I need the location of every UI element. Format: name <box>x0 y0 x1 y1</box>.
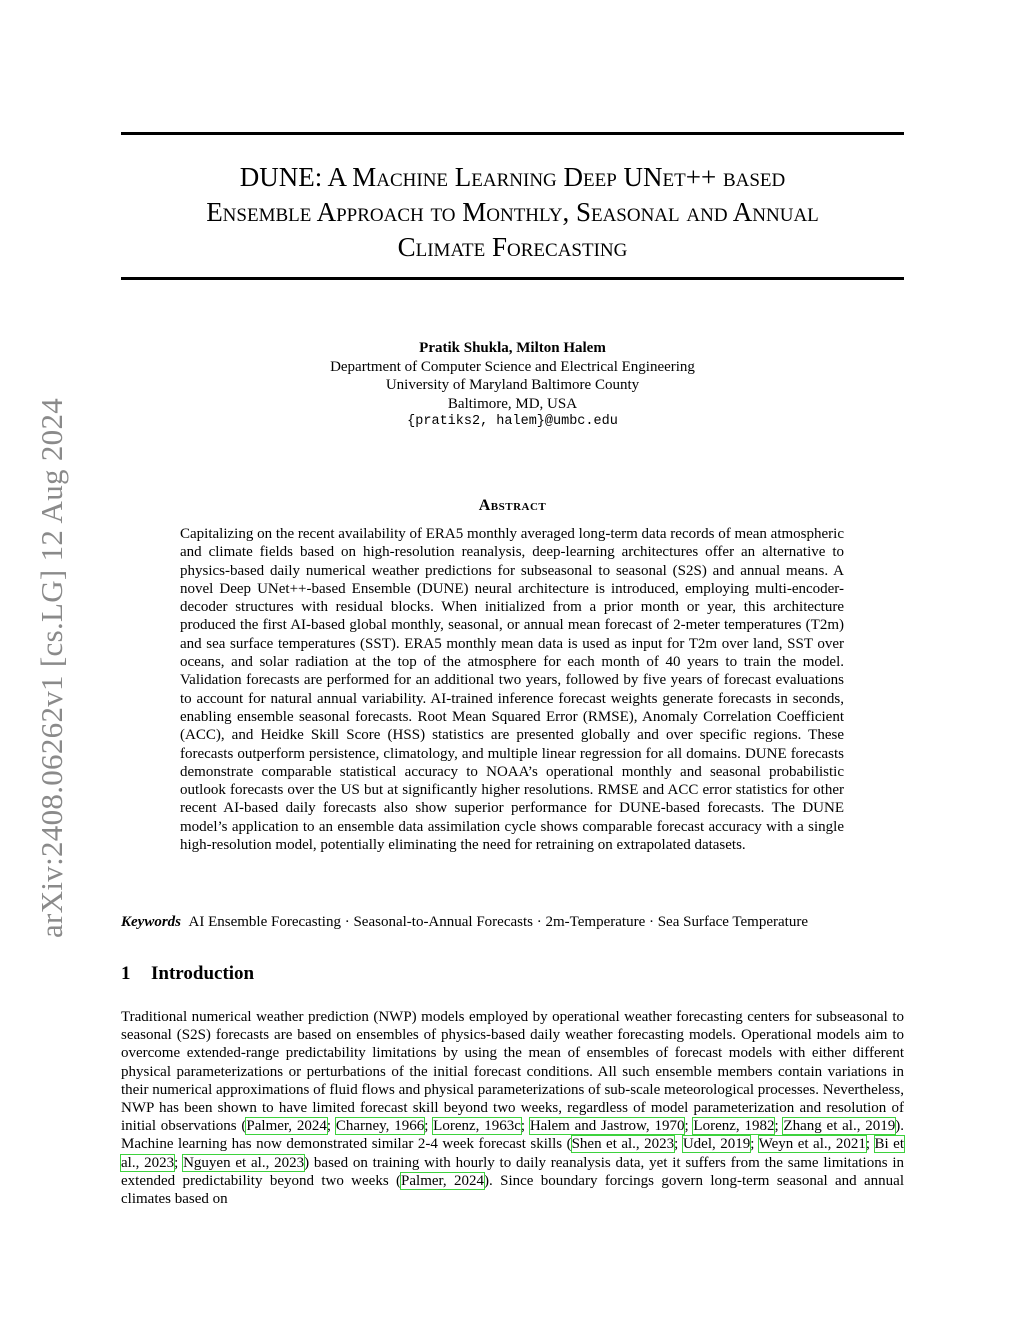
citation-link[interactable]: Zhang et al., 2019 <box>783 1118 896 1135</box>
citation-link[interactable]: Palmer, 2024 <box>401 1172 485 1189</box>
citation-separator: ; <box>774 1118 784 1135</box>
citation-link[interactable]: Udel, 2019 <box>682 1136 751 1153</box>
abstract-text: Capitalizing on the recent availability of ERA5 monthly averaged long-term data records of mean atmospheric and climate fields based on high-resolution reanalysis, deep-learning architectures offer an alternative to physics-based daily numerical weather predictions for subseasonal to seasonal (S2S) and annual means. A novel Deep UNet++-based Ensemble (DUNE) neural architecture is introduced, employing multi-encoder-decoder structures with residual blocks. When initialized from a prior month or year, this architecture produced the first AI-based global monthly, seasonal, or annual mean forecast of 2-meter temperatures (T2m) and sea surface temperatures (SST). ERA5 monthly mean data is used as input for T2m over land, SST over oceans, and solar radiation at the top of the atmosphere for each month of 40 years to train the model. Validation forecasts are performed for an additional two years, followed by five years of forecast evaluations to account for natural annual variability. AI-trained inference forecast weights generate forecasts in seconds, enabling ensemble seasonal forecasts. Root Mean Squared Error (RMSE), Anomaly Correlation Coefficient (ACC), and Heidke Skill Score (HSS) statistics are presented globally and over specific regions. These forecasts outperform persistence, climatology, and multiple linear regression for all domains. DUNE forecasts demonstrate comparable statistical accuracy to NOAA’s operational monthly and seasonal probabilistic outlook forecasts over the US but at significantly higher resolutions. RMSE and ACC error statistics for other recent AI-based daily forecasts also show superior performance for DUNE-based forecasts. The DUNE model’s application to an ensemble data assimilation cycle shows comparable forecast accuracy with a single high-resolution model, potentially eliminating the need for retraining on extrapolated datasets. <box>180 526 844 854</box>
citation-separator: ; <box>684 1118 694 1135</box>
intro-text-2: ). Machine learning has now demonstrated similar 2-4 week forecast skills ( <box>121 1118 905 1153</box>
keywords-label: Keywords <box>121 914 181 930</box>
author-location: Baltimore, MD, USA <box>447 395 578 412</box>
citation-link[interactable]: Bi et al., 2023 <box>121 1136 904 1171</box>
citation-separator: ; <box>424 1118 434 1135</box>
citation-separator: ; <box>174 1154 184 1171</box>
title-top-rule <box>121 132 904 135</box>
author-names: Pratik Shukla, Milton Halem <box>419 340 606 356</box>
title-line-3: Climate Forecasting <box>397 232 628 262</box>
paper-title <box>121 160 904 265</box>
section-title: Introduction <box>151 963 255 984</box>
citation-separator: ; <box>520 1118 530 1135</box>
arxiv-identifier: arXiv:2408.06262v1 [cs.LG] 12 Aug 2024 <box>34 397 69 938</box>
citation-link[interactable]: Palmer, 2024 <box>246 1118 327 1135</box>
intro-text-3: ) based on training with hourly to daily reanalysis data, yet it suffers from the same limitations in extended predictability beyond two weeks ( <box>121 1154 904 1189</box>
citation-separator: ; <box>326 1118 336 1135</box>
citation-link[interactable]: Weyn et al., 2021 <box>758 1136 866 1153</box>
intro-text-1: Traditional numerical weather prediction (NWP) models employed by operational weather forecasting centers for subseasonal to seasonal (S2S) forecasts are based on ensembles of physics-based daily weather forecasting models. Operational models aim to overcome extended-range predictability limitations by using the mean of ensembles of forecast models with either different physical parameterizations or perturbations of the initial forecast conditions. All such ensemble members contain variations in their numerical approximations of fluid flows and physical parameterizations of sub-scale meteorological processes. Nevertheless, NWP has been shown to have limited forecast skill beyond two weeks, regardless of model parameterization and resolution of initial observations ( <box>121 1009 904 1135</box>
citation-link[interactable]: Shen et al., 2023 <box>571 1136 675 1153</box>
keywords-text: AI Ensemble Forecasting · Seasonal-to-Annual Forecasts · 2m-Temperature · Sea Surface Temperature <box>188 914 808 930</box>
intro-text-4: ). Since boundary forcings govern long-term seasonal and annual climates based on <box>121 1172 904 1208</box>
citation-link[interactable]: Nguyen et al., 2023 <box>183 1154 305 1171</box>
citation-link[interactable]: Halem and Jastrow, 1970 <box>529 1118 685 1135</box>
citation-link[interactable]: Lorenz, 1982 <box>693 1118 775 1135</box>
keywords-line <box>121 913 904 931</box>
section-number: 1 <box>121 963 131 984</box>
title-line-1: DUNE: A Machine Learning Deep UNet++ based <box>239 162 786 192</box>
citation-link[interactable]: Charney, 1966 <box>335 1118 425 1135</box>
introduction-paragraph <box>121 1008 904 1208</box>
citation-link[interactable]: Lorenz, 1963c <box>433 1118 521 1135</box>
citation-separator: ; <box>674 1136 683 1153</box>
citation-separator: ; <box>750 1136 759 1153</box>
author-university: University of Maryland Baltimore County <box>385 377 640 393</box>
author-block <box>121 339 904 432</box>
title-bottom-rule <box>121 277 904 280</box>
author-email: {pratiks2, halem}@umbc.edu <box>407 414 618 429</box>
abstract-heading: Abstract <box>478 497 547 514</box>
author-department: Department of Computer Science and Electrical Engineering <box>330 358 695 375</box>
citation-separator: ; <box>865 1136 875 1153</box>
section-heading-introduction <box>121 963 254 985</box>
title-line-2: Ensemble Approach to Monthly, Seasonal and Annual <box>206 197 819 227</box>
